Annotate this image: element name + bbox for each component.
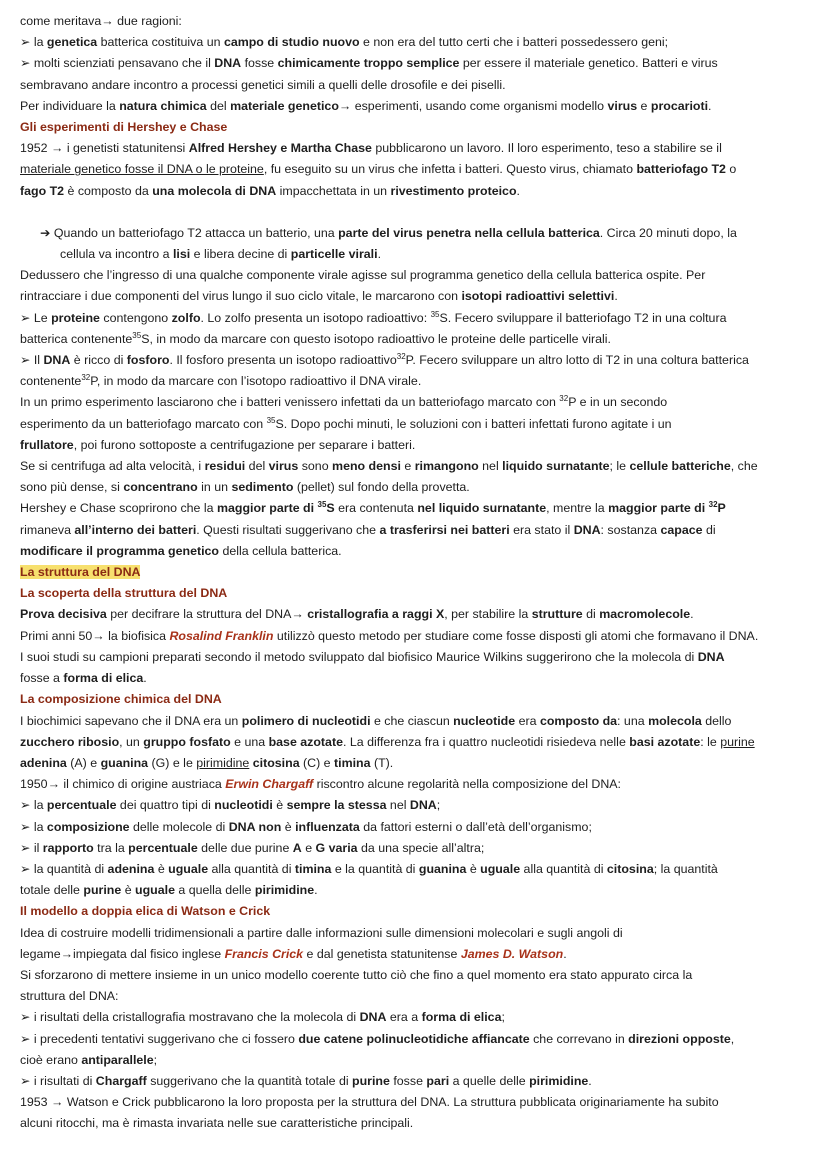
text-line: ➢ la composizione delle molecole di DNA non è influenzata da fattori esterni o dall’età dell’organismo; — [20, 819, 592, 834]
text-line: 1952 → i genetisti statunitensi Alfred Hershey e Martha Chase pubblicarono un lavoro. Il loro esperimento, teso a stabilire se il — [20, 141, 722, 156]
text-line: modificare il programma genetico della cellula batterica. — [20, 543, 342, 558]
text-line: I suoi studi su campioni preparati secondo il metodo sviluppato dal biofisico Maurice Wilkins suggerirono che la molecola di DNA — [20, 649, 725, 664]
spacer — [20, 202, 788, 223]
text-line: ➢ i risultati di Chargaff suggerivano che la quantità totale di purine fosse pari a quelle delle pirimidine. — [20, 1073, 592, 1088]
text-line: In un primo esperimento lasciarono che i batteri venissero infettati da un batteriofago marcato con $^{32}$P e in un secondo — [20, 394, 668, 410]
chapter-heading: La struttura del DNA — [20, 565, 141, 580]
text-line: I biochimici sapevano che il DNA era un polimero di nucleotidi e che ciascun nucleotide era composto da: una molecola dello — [20, 713, 732, 728]
text-line: struttura del DNA: — [20, 989, 119, 1004]
text-line: Per individuare la natura chimica del materiale genetico→ esperimenti, usando come organismi modello virus e procarioti. — [20, 98, 712, 113]
text-line: ➔ Quando un batteriofago T2 attacca un batterio, una parte del virus penetra nella cellula batterica. Circa 20 minuti dopo, la — [40, 225, 737, 240]
text-line: ➢ la percentuale dei quattro tipi di nucleotidi è sempre la stessa nel DNA; — [20, 798, 441, 813]
text-line: totale delle purine è uguale a quella delle pirimidine. — [20, 883, 318, 898]
section-heading: Il modello a doppia elica di Watson e Crick — [20, 904, 271, 919]
text-line: cioè erano antiparallele; — [20, 1052, 158, 1067]
text-line: Se si centrifuga ad alta velocità, i residui del virus sono meno densi e rimangono nel liquido surnatante; le cellule batteriche, che — [20, 459, 758, 474]
text-line: fago T2 è composto da una molecola di DNA impacchettata in un rivestimento proteico. — [20, 183, 520, 198]
text-line: ➢ la genetica batterica costituiva un campo di studio nuovo e non era del tutto certi che i batteri possedessero geni; — [20, 35, 669, 50]
text-line: Idea di costruire modelli tridimensionali a partire dalle informazioni sulle dimensioni molecolari e sugli angoli di — [20, 925, 623, 940]
text-line: esperimento da un batteriofago marcato con $^{35}$S. Dopo pochi minuti, le soluzioni con i batteri infettati furono agitate i un — [20, 415, 672, 431]
text-line: ➢ i risultati della cristallografia mostravano che la molecola di DNA era a forma di elica; — [20, 1010, 505, 1025]
document-body — [20, 11, 788, 1135]
text-line: cellula va incontro a lisi e libera decine di particelle virali. — [60, 247, 382, 262]
text-line: contenente$^{32}$P, in modo da marcare con l’isotopo radioattivo il DNA virale. — [20, 373, 422, 389]
text-line: Si sforzarono di mettere insieme in un unico modello coerente tutto ciò che fino a quel momento era stato appurato circa la — [20, 967, 693, 982]
text-line: materiale genetico fosse il DNA o le proteine, fu eseguito su un virus che infetta i batteri. Questo virus, chiamato batteriofago T2 o — [20, 162, 737, 177]
text-line: Dedussero che l’ingresso di una qualche componente virale agisse sul programma genetico della cellula batterica ospite. Per — [20, 268, 706, 283]
text-line: batterica contenente$^{35}$S, in modo da marcare con questo isotopo radioattivo le proteine delle particelle virali. — [20, 330, 611, 346]
section-heading: Gli esperimenti di Hershey e Chase — [20, 120, 228, 135]
text-line: alcuni ritocchi, ma è rimasta invariata nelle sue caratteristiche principali. — [20, 1116, 414, 1131]
text-line: sono più dense, si concentrano in un sedimento (pellet) sul fondo della provetta. — [20, 480, 470, 495]
text-line: ➢ Le proteine contengono zolfo. Lo zolfo presenta un isotopo radioattivo: $^{35}$S. Fecero sviluppare il batteriofago T2 in una coltura — [20, 309, 727, 325]
text-line: fosse a forma di elica. — [20, 671, 147, 686]
text-line: ➢ il rapporto tra la percentuale delle due purine A e G varia da una specie all’altra; — [20, 840, 485, 855]
text-line: ➢ molti scienziati pensavano che il DNA fosse chimicamente troppo semplice per essere il materiale genetico. Batteri e virus — [20, 56, 718, 71]
text-line: rimaneva all’interno dei batteri. Questi risultati suggerivano che a trasferirsi nei batteri era stato il DNA: sostanza capace di — [20, 522, 716, 537]
text-line: 1950→ il chimico di origine austriaca Erwin Chargaff riscontro alcune regolarità nella composizione del DNA: — [20, 777, 621, 792]
text-line: Hershey e Chase scoprirono che la maggior parte di $^{35}$S era contenuta nel liquido surnatante, mentre la maggior parte di $^{32}$P — [20, 500, 726, 516]
text-line: ➢ i precedenti tentativi suggerivano che ci fossero due catene polinucleotidiche affiancate che correvano in direzioni opposte, — [20, 1031, 735, 1046]
text-line: come meritava→ due ragioni: — [20, 14, 182, 28]
text-line: ➢ la quantità di adenina è uguale alla quantità di timina e la quantità di guanina è uguale alla quantità di citosina; la quantità — [20, 861, 718, 876]
text-line: ➢ Il DNA è ricco di fosforo. Il fosforo presenta un isotopo radioattivo$^{32}$P. Fecero sviluppare un altro lotto di T2 in una coltura batterica — [20, 351, 749, 368]
text-line: Prova decisiva per decifrare la struttura del DNA→ cristallografia a raggi X, per stabilire la strutture di macromolecole. — [20, 607, 694, 622]
text-line: 1953 → Watson e Crick pubblicarono la loro proposta per la struttura del DNA. La struttura pubblicata originariamente ha subito — [20, 1095, 719, 1110]
section-heading: La scoperta della struttura del DNA — [20, 586, 228, 601]
text-line: adenina (A) e guanina (G) e le pirimidine citosina (C) e timina (T). — [20, 755, 394, 770]
text-line: frullatore, poi furono sottoposte a centrifugazione per separare i batteri. — [20, 437, 416, 452]
section-heading: La composizione chimica del DNA — [20, 692, 222, 707]
text-line: Primi anni 50→ la biofisica Rosalind Franklin utilizzò questo metodo per studiare come fosse disposti gli atomi che formavano il DNA. — [20, 628, 759, 643]
text-line: zucchero ribosio, un gruppo fosfato e una base azotate. La differenza fra i quattro nucleotidi risiedeva nelle basi azotate: le purine — [20, 734, 755, 749]
text-line: legame→impiegata dal fisico inglese Francis Crick e dal genetista statunitense James D. Watson. — [20, 946, 567, 961]
text-line: sembravano andare incontro a processi genetici simili a quelli delle drosofile e dei piselli. — [20, 77, 506, 92]
text-line: rintracciare i due componenti del virus lungo il suo ciclo vitale, le marcarono con isotopi radioattivi selettivi. — [20, 289, 618, 304]
